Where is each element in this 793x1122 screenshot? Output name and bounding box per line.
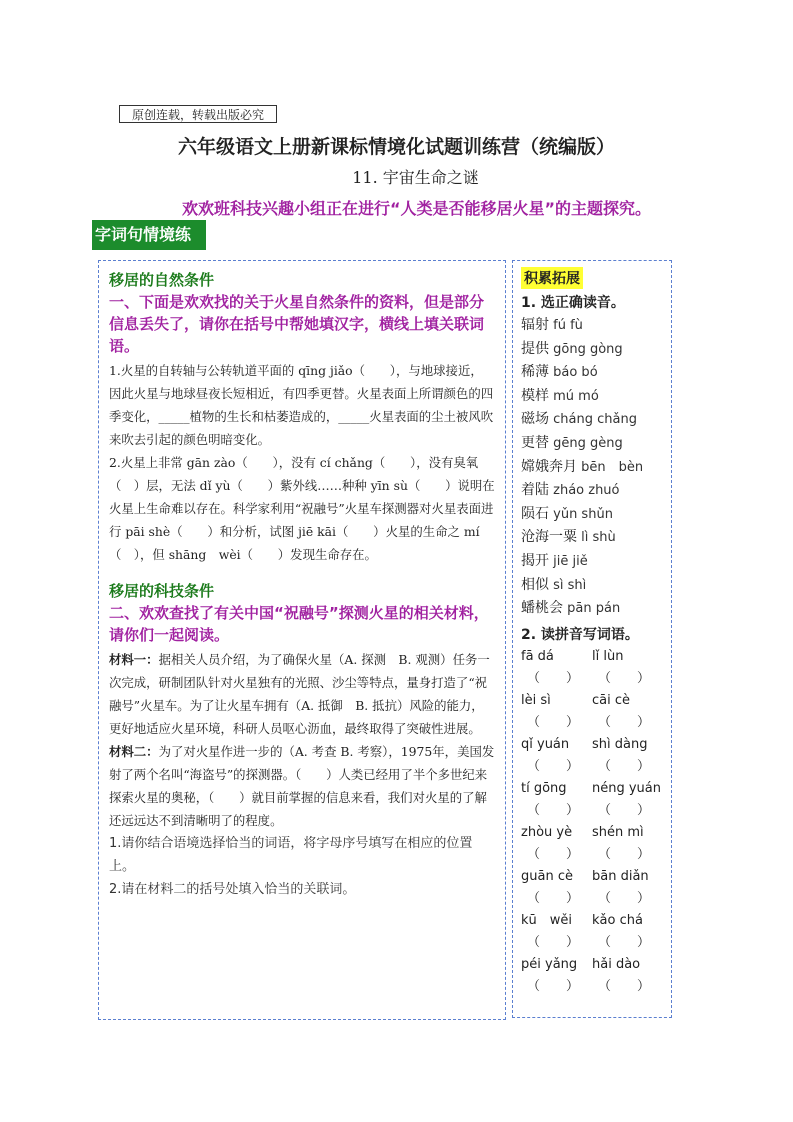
part1-paragraph-1: 1.火星的自转轴与公转轨道平面的 qīng jiǎo（ ），与地球接近，因此火星与地球昼夜长短相近，有四季更替。火星表面上所谓颜色的四季变化，_____植物的生长和枯萎造成的，_____火星表面的尘土被风吹来吹去引起的颜色明暗变化。 — [109, 363, 494, 447]
pinyin-text: kū wěi — [521, 912, 573, 928]
pronunciation-item — [521, 385, 663, 409]
pinyin-row — [521, 954, 663, 976]
part1-heading: 移居的自然条件 — [109, 271, 215, 289]
pronunciation-word: 蟠桃会 — [521, 600, 563, 617]
pinyin-row — [521, 690, 663, 712]
pinyin-text: néng yuán — [592, 780, 661, 796]
answer-row — [521, 888, 663, 910]
pronunciation-word: 嫦娥奔月 — [521, 458, 577, 475]
material-2-text: 为了对火星作进一步的（A. 考查 B. 考察），1975年，美国发射了两个名叫“海盗号”的探测器。（ ）人类已经用了半个多世纪来探索火星的奥秘，（ ）就目前掌握的信息来看，我们对火星的了解还远远达不到清晰明了的程度。 — [109, 744, 495, 828]
material-2-label: 材料二： — [109, 744, 159, 759]
pronunciation-options: lì shù — [577, 530, 616, 546]
pronunciation-word: 模样 — [521, 387, 549, 404]
pinyin-text: shì dàng — [592, 736, 648, 752]
answer-bracket[interactable]: （ ） — [527, 934, 580, 950]
answer-bracket[interactable]: （ ） — [527, 714, 580, 730]
pinyin-text: fā dá — [521, 648, 554, 664]
answer-bracket[interactable]: （ ） — [527, 670, 580, 686]
pronunciation-word: 稀薄 — [521, 364, 549, 381]
pronunciation-options: gēng gèng — [549, 435, 623, 451]
answer-bracket[interactable]: （ ） — [598, 714, 651, 730]
pronunciation-item — [521, 597, 663, 621]
pinyin-text: hǎi dào — [592, 956, 641, 972]
pronunciation-word: 相似 — [521, 576, 549, 593]
section-tag: 字词句情境练 — [92, 220, 206, 250]
material-1-label: 材料一： — [109, 652, 159, 667]
material-1-text: 据相关人员介绍，为了确保火星（A. 探测 B. 观测）任务一次完成，研制团队针对火星独有的光照、沙尘等特点，量身打造了“祝融号”火星车。为了让火星车拥有（A. 抵御 B. 抵抗）风险的能力，更好地适应火星环境，科研人员呕心沥血，最终取得了突破性进展。 — [109, 652, 490, 736]
pronunciation-word: 陨石 — [521, 505, 549, 522]
pinyin-text: qǐ yuán — [521, 736, 570, 752]
page-title: 六年级语文上册新课标情境化试题训练营（统编版） — [177, 136, 615, 158]
pinyin-row — [521, 646, 663, 668]
answer-bracket[interactable]: （ ） — [527, 758, 580, 774]
pronunciation-word: 更替 — [521, 434, 549, 451]
pronunciation-word: 沧海一粟 — [521, 529, 577, 546]
pinyin-text: bān diǎn — [592, 868, 649, 884]
part2-instruction: 二、欢欢查找了有关中国“祝融号”探测火星的相关材料，请你们一起阅读。 — [109, 604, 489, 644]
pronunciation-word: 辐射 — [521, 317, 549, 333]
pronunciation-list — [521, 314, 663, 621]
pinyin-row — [521, 910, 663, 932]
pinyin-text: zhòu yè — [521, 824, 573, 840]
answer-bracket[interactable]: （ ） — [598, 978, 651, 994]
copyright-stamp: 原创连载，转载出版必究 — [119, 105, 277, 123]
pinyin-text: tí gōng — [521, 780, 567, 796]
sidebar-tag: 积累拓展 — [521, 267, 583, 289]
sidebar-box — [512, 260, 672, 1018]
pinyin-text: lèi sì — [521, 692, 551, 708]
part1-instruction: 一、下面是欢欢找的关于火星自然条件的资料，但是部分信息丢失了，请你在括号中帮她填汉字，横线上填关联词语。 — [109, 293, 485, 355]
pinyin-row — [521, 866, 663, 888]
question-1: 1.请你结合语境选择恰当的词语，将字母序号填写在相应的位置上。 — [109, 836, 473, 874]
pinyin-row — [521, 734, 663, 756]
pronunciation-options: yǔn shǔn — [549, 506, 613, 522]
pinyin-row — [521, 778, 663, 800]
answer-bracket[interactable]: （ ） — [527, 890, 580, 906]
pronunciation-options: sì shì — [549, 577, 587, 593]
pronunciation-options: pān pán — [563, 601, 621, 617]
pronunciation-item — [521, 503, 663, 527]
pronunciation-word: 揭开 — [521, 552, 549, 569]
pronunciation-item — [521, 456, 663, 480]
answer-bracket[interactable]: （ ） — [598, 802, 651, 818]
pronunciation-item — [521, 550, 663, 574]
answer-row — [521, 668, 663, 690]
pronunciation-word: 磁场 — [521, 411, 549, 428]
answer-bracket[interactable]: （ ） — [598, 846, 651, 862]
answer-bracket[interactable]: （ ） — [527, 846, 580, 862]
lesson-title: 11. 宇宙生命之谜 — [352, 168, 479, 187]
pronunciation-options: jiē jiě — [549, 553, 588, 569]
pinyin-text: péi yǎng — [521, 956, 578, 972]
answer-bracket[interactable]: （ ） — [598, 934, 651, 950]
pronunciation-item — [521, 432, 663, 456]
question-2: 2.请在材料二的括号处填入恰当的关联词。 — [109, 882, 356, 897]
pronunciation-options: zháo zhuó — [549, 483, 620, 499]
pinyin-row — [521, 822, 663, 844]
pinyin-text: shén mì — [592, 824, 644, 840]
material-1 — [109, 648, 495, 740]
pronunciation-item — [521, 574, 663, 598]
pronunciation-item — [521, 479, 663, 503]
answer-bracket[interactable]: （ ） — [527, 802, 580, 818]
answer-bracket[interactable]: （ ） — [598, 890, 651, 906]
pronunciation-item — [521, 526, 663, 550]
answer-row — [521, 976, 663, 998]
sidebar-heading-2: 2. 读拼音写词语。 — [521, 626, 639, 643]
answer-bracket[interactable]: （ ） — [598, 758, 651, 774]
pronunciation-word: 提供 — [521, 340, 549, 357]
pronunciation-options: cháng chǎng — [549, 412, 637, 428]
pinyin-write-list — [521, 646, 663, 998]
answer-row — [521, 932, 663, 954]
pronunciation-item — [521, 314, 663, 338]
pronunciation-item — [521, 408, 663, 432]
main-exercise-box — [98, 260, 506, 1020]
pronunciation-options: fú fù — [549, 318, 583, 333]
answer-row — [521, 844, 663, 866]
pronunciation-item — [521, 338, 663, 362]
pronunciation-options: mú mó — [549, 388, 599, 404]
answer-row — [521, 800, 663, 822]
pinyin-text: kǎo chá — [592, 912, 643, 928]
pronunciation-options: bēn bèn — [577, 459, 644, 475]
answer-bracket[interactable]: （ ） — [598, 670, 651, 686]
answer-bracket[interactable]: （ ） — [527, 978, 580, 994]
sidebar-heading-1: 1. 选正确读音。 — [521, 295, 625, 311]
pinyin-text: lǐ lùn — [592, 648, 624, 664]
pronunciation-word: 着陆 — [521, 482, 549, 499]
pronunciation-item — [521, 361, 663, 385]
answer-row — [521, 712, 663, 734]
pronunciation-options: gōng gòng — [549, 341, 623, 357]
pinyin-text: cāi cè — [592, 692, 631, 708]
pronunciation-options: báo bó — [549, 365, 598, 381]
answer-row — [521, 756, 663, 778]
pinyin-text: guān cè — [521, 868, 573, 884]
material-2 — [109, 740, 495, 832]
scenario-intro: 欢欢班科技兴趣小组正在进行“人类是否能移居火星”的主题探究。 — [181, 199, 652, 218]
part1-paragraph-2: 2.火星上非常 gān zào（ ），没有 cí chǎng（ ），没有臭氧（ ）层，无法 dǐ yù（ ）紫外线……种种 yīn sù（ ）说明在火星上生命难以存在。科学家利用“祝融号”火星车探测器对火星表面进行 pāi shè（ ）和分析，试图 jiē kāi（ ）火星的生命之 mí（ ），但 shāng wèi（ ）发现生命存在。 — [109, 455, 495, 562]
part2-heading: 移居的科技条件 — [109, 582, 215, 600]
